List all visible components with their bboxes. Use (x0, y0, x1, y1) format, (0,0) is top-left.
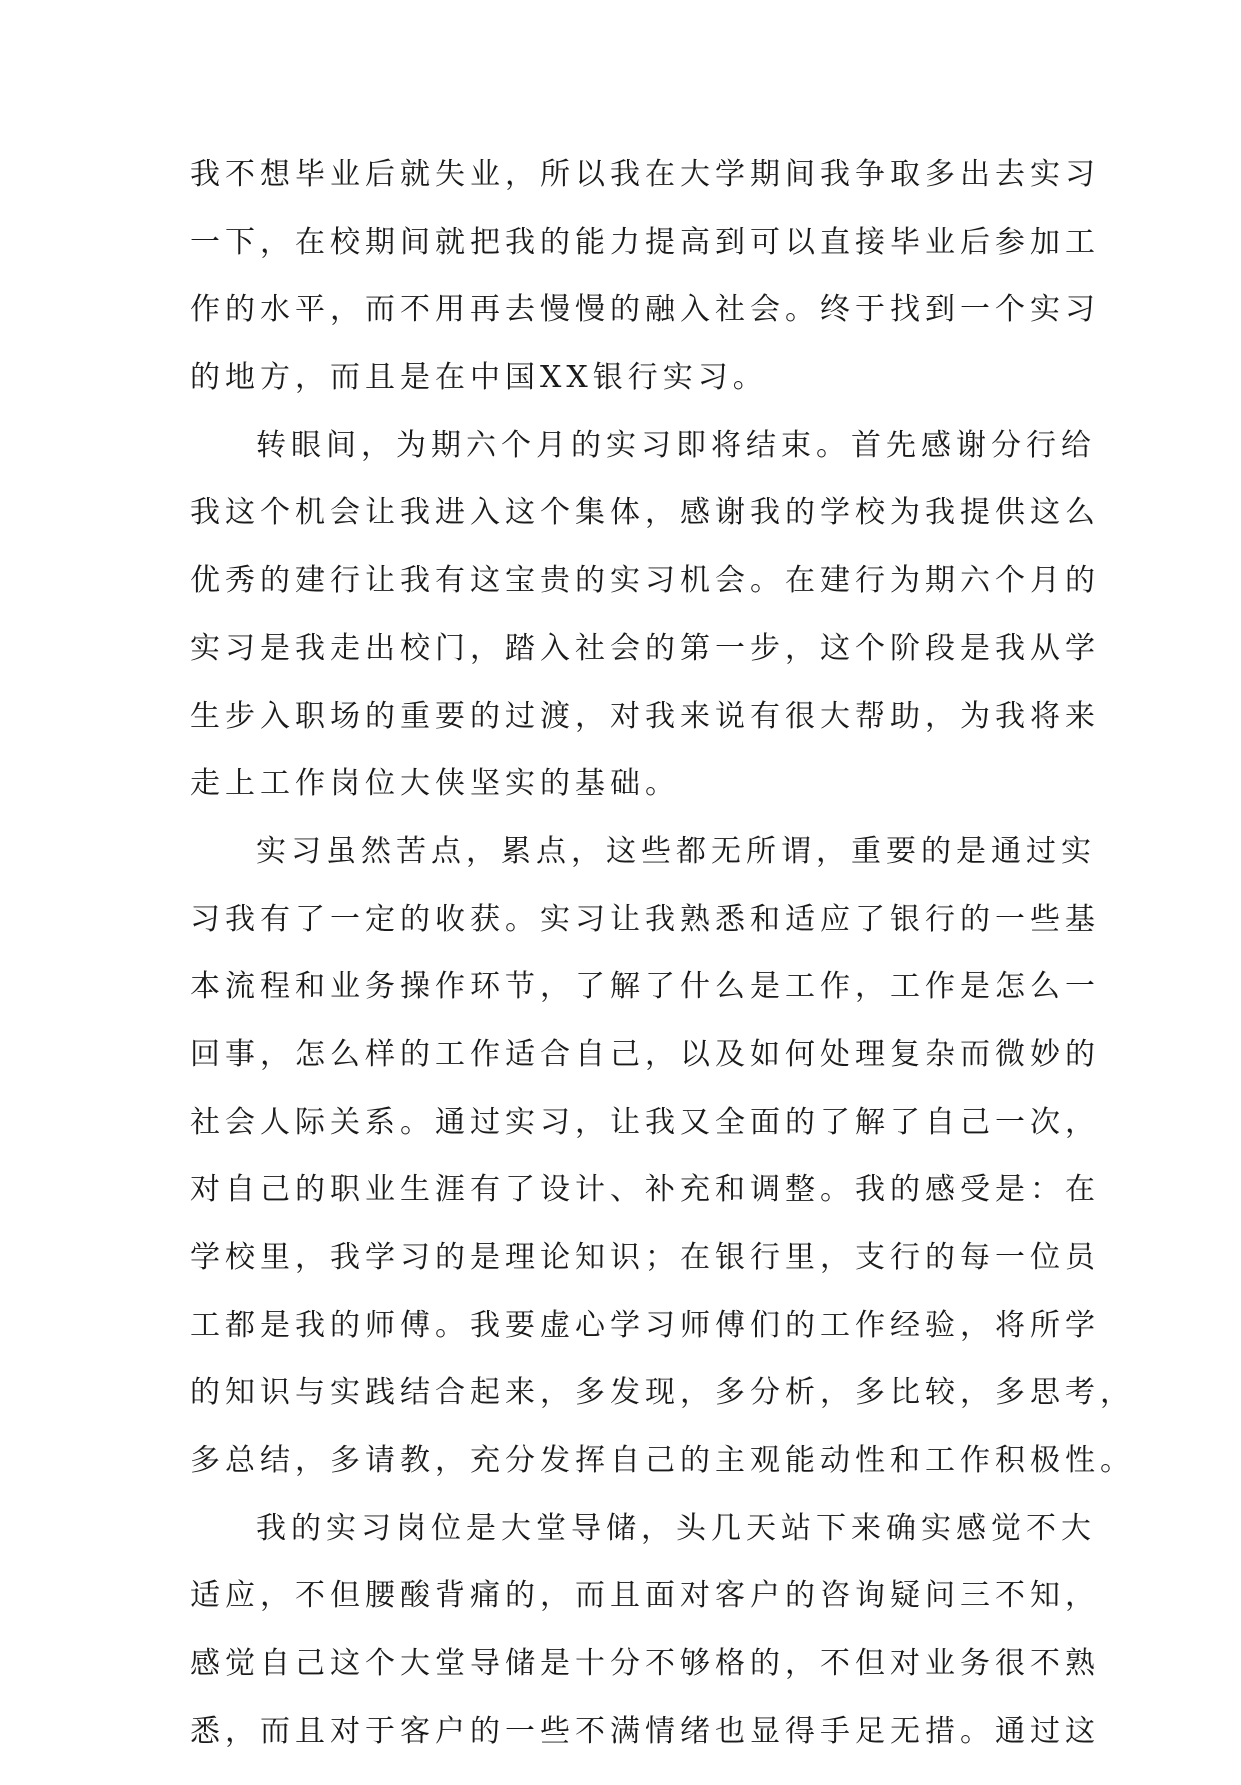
text-line: 适应，不但腰酸背痛的，而且面对客户的咨询疑问三不知， (190, 1578, 1100, 1614)
text-line: 感觉自己这个大堂导储是十分不够格的，不但对业务很不熟 (190, 1646, 1100, 1682)
text-line: 我不想毕业后就失业，所以我在大学期间我争取多出去实习 (190, 157, 1100, 192)
text-line: 学校里，我学习的是理论知识；在银行里，支行的每一位员 (190, 1240, 1100, 1275)
text-line: 的知识与实践结合起来，多发现，多分析，多比较，多思考， (190, 1375, 1135, 1411)
text-line: 社会人际关系。通过实习，让我又全面的了解了自己一次， (190, 1104, 1100, 1140)
text-line: 优秀的建行让我有这宝贵的实习机会。在建行为期六个月的 (190, 563, 1100, 599)
text-line: 工都是我的师傅。我要虚心学习师傅们的工作经验，将所学 (190, 1307, 1100, 1343)
text-line: 悉，而且对于客户的一些不满情绪也显得手足无措。通过这 (190, 1713, 1100, 1749)
text-line: 的地方，而且是在中国XX银行实习。 (190, 360, 768, 396)
paragraph-first-line: 实习虽然苦点，累点，这些都无所谓，重要的是通过实 (256, 833, 1096, 869)
text-line: 本流程和业务操作环节，了解了什么是工作，工作是怎么一 (190, 969, 1100, 1005)
text-line: 生步入职场的重要的过渡，对我来说有很大帮助，为我将来 (190, 698, 1100, 734)
text-line: 作的水平，而不用再去慢慢的融入社会。终于找到一个实习 (190, 292, 1100, 328)
paragraph-first-line: 转眼间，为期六个月的实习即将结束。首先感谢分行给 (256, 427, 1096, 463)
text-line: 多总结，多请教，充分发挥自己的主观能动性和工作积极性。 (190, 1443, 1135, 1479)
text-line: 习我有了一定的收获。实习让我熟悉和适应了银行的一些基 (190, 901, 1100, 937)
text-line: 实习是我走出校门，踏入社会的第一步，这个阶段是我从学 (190, 630, 1100, 666)
text-line: 一下，在校期间就把我的能力提高到可以直接毕业后参加工 (190, 224, 1100, 260)
body-text (190, 157, 1135, 1785)
text-line: 我这个机会让我进入这个集体，感谢我的学校为我提供这么 (190, 495, 1100, 531)
text-line: 走上工作岗位大侠坚实的基础。 (190, 766, 680, 802)
text-line: 回事，怎么样的工作适合自己，以及如何处理复杂而微妙的 (190, 1036, 1100, 1072)
text-line: 对自己的职业生涯有了设计、补充和调整。我的感受是：在 (190, 1172, 1100, 1208)
paragraph-first-line: 我的实习岗位是大堂导储，头几天站下来确实感觉不大 (256, 1510, 1096, 1546)
